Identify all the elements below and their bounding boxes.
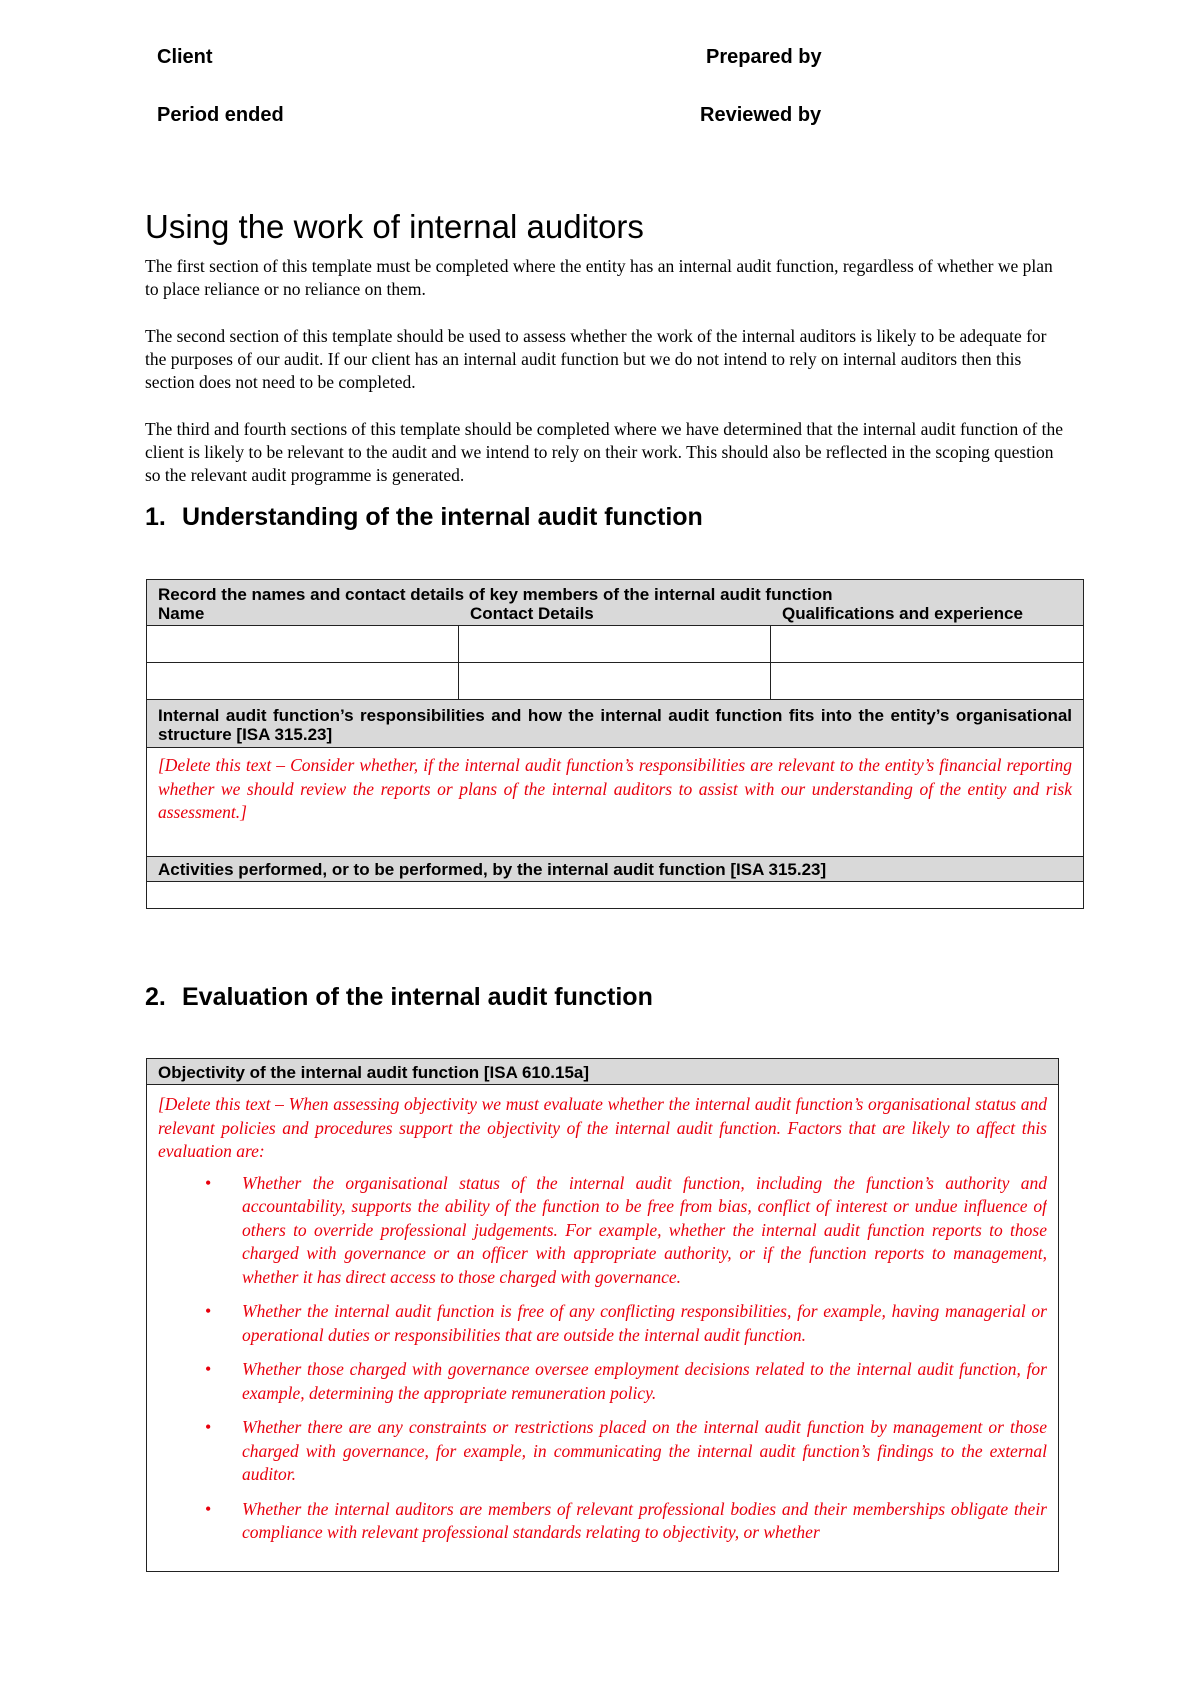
list-item	[205, 1172, 1047, 1290]
bullet-icon: •	[205, 1417, 212, 1437]
bullet-icon: •	[205, 1172, 212, 1193]
intro-paragraph-2: The second section of this template should be used to assess whether the work of the internal auditors is likely to be adequate for the purposes of our audit. If our client has an internal audit function but we do not intend to rely on internal auditors then this section does not need to be completed.	[145, 326, 1047, 392]
objectivity-intro: [Delete this text – When assessing objectivity we must evaluate whether the internal audit function’s organisational status and relevant policies and procedures support the objectivity of the internal audit function. Factors that are likely to affect this evaluation are:	[158, 1094, 1047, 1161]
activities-header-row	[147, 857, 1084, 882]
responsibilities-note[interactable]: [Delete this text – Consider whether, if the internal audit function’s responsibilities are relevant to the entity’s financial reporting whether we should review the reports or plans of the internal auditors to assist with our understanding of the entity and risk assessment.]	[147, 748, 1084, 857]
page-title: Using the work of internal auditors	[145, 208, 644, 245]
activities-input-cell[interactable]	[147, 882, 1084, 909]
objectivity-note-clip	[158, 1093, 1047, 1571]
list-item	[205, 1498, 1047, 1545]
contact-details-input-cell[interactable]	[459, 663, 771, 700]
objectivity-note-cell[interactable]	[147, 1085, 1059, 1572]
activities-header: Activities performed, or to be performed, by the internal audit function [ISA 315.23]	[147, 857, 1084, 882]
key-members-header-row	[147, 580, 1084, 626]
prepared-by-label: Prepared by	[706, 46, 822, 68]
table-row	[147, 626, 1084, 663]
column-headers	[158, 604, 1072, 623]
bullet-icon: •	[205, 1301, 212, 1321]
objectivity-header: Objectivity of the internal audit function [ISA 610.15a]	[147, 1059, 1059, 1085]
list-item	[205, 1416, 1047, 1487]
objectivity-header-row	[147, 1059, 1059, 1085]
name-input-cell[interactable]	[147, 663, 459, 700]
responsibilities-header-row	[147, 700, 1084, 748]
section-2-heading	[145, 983, 653, 1012]
internal-audit-evaluation-table	[146, 1058, 1059, 1572]
qualifications-input-cell[interactable]	[771, 626, 1084, 663]
objectivity-factor: Whether the internal audit function is free of any conflicting responsibilities, for example, having managerial or operational duties or responsibilities that are outside the internal audit function.	[242, 1301, 1047, 1345]
column-header-qualifications: Qualifications and experience	[782, 604, 1023, 623]
section-2-title: Evaluation of the internal audit function	[182, 983, 653, 1011]
objectivity-factor: Whether there are any constraints or restrictions placed on the internal audit function by management or those charged with governance, for example, in communicating the internal audit function’s findings to the external auditor.	[242, 1417, 1047, 1484]
column-header-name: Name	[158, 604, 205, 623]
column-header-contact-details: Contact Details	[470, 604, 594, 623]
bullet-icon: •	[205, 1498, 212, 1519]
period-ended-label: Period ended	[157, 104, 284, 126]
list-item	[205, 1300, 1047, 1347]
section-1-heading	[145, 503, 703, 532]
client-label: Client	[157, 46, 213, 68]
objectivity-factor-list	[158, 1172, 1047, 1545]
internal-audit-understanding-table	[146, 579, 1084, 909]
objectivity-note-row	[147, 1085, 1059, 1572]
name-input-cell[interactable]	[147, 626, 459, 663]
qualifications-input-cell[interactable]	[771, 663, 1084, 700]
responsibilities-header: Internal audit function’s responsibilities and how the internal audit function fits into the entity’s organisational structure [ISA 315.23]	[147, 700, 1084, 748]
section-1-title: Understanding of the internal audit function	[182, 503, 703, 531]
reviewed-by-label: Reviewed by	[700, 104, 822, 126]
contact-details-input-cell[interactable]	[459, 626, 771, 663]
list-item	[205, 1358, 1047, 1405]
activities-row	[147, 882, 1084, 909]
table-row	[147, 663, 1084, 700]
responsibilities-note-row	[147, 748, 1084, 857]
objectivity-factor: Whether the internal auditors are members of relevant professional bodies and their memberships obligate their compliance with relevant professional standards relating to objectivity, or whether	[242, 1498, 1047, 1542]
key-members-header: Record the names and contact details of key members of the internal audit function	[158, 585, 833, 604]
objectivity-factor: Whether the organisational status of the internal audit function, including the function’s authority and accountability, supports the ability of the function to be free from bias, conflict of interest or undue influence of others to override professional judgements. For example, whether the internal audit function reports to those charged with governance or an officer with appropriate authority, or if the function reports to management, whether it has direct access to those charged with governance.	[242, 1172, 1047, 1287]
intro-paragraph-1: The first section of this template must be completed where the entity has an internal audit function, regardless of whether we plan to place reliance or no reliance on them.	[145, 256, 1053, 299]
section-2-number: 2.	[145, 983, 166, 1011]
intro-paragraph-3: The third and fourth sections of this template should be completed where we have determined that the internal audit function of the client is likely to be relevant to the audit and we intend to rely on their work. This should also be reflected in the scoping question so the relevant audit programme is generated.	[145, 419, 1063, 485]
objectivity-factor: Whether those charged with governance oversee employment decisions related to the internal audit function, for example, determining the appropriate remuneration policy.	[242, 1359, 1047, 1403]
bullet-icon: •	[205, 1359, 212, 1379]
section-1-number: 1.	[145, 503, 166, 531]
key-members-header-cell	[147, 580, 1084, 626]
